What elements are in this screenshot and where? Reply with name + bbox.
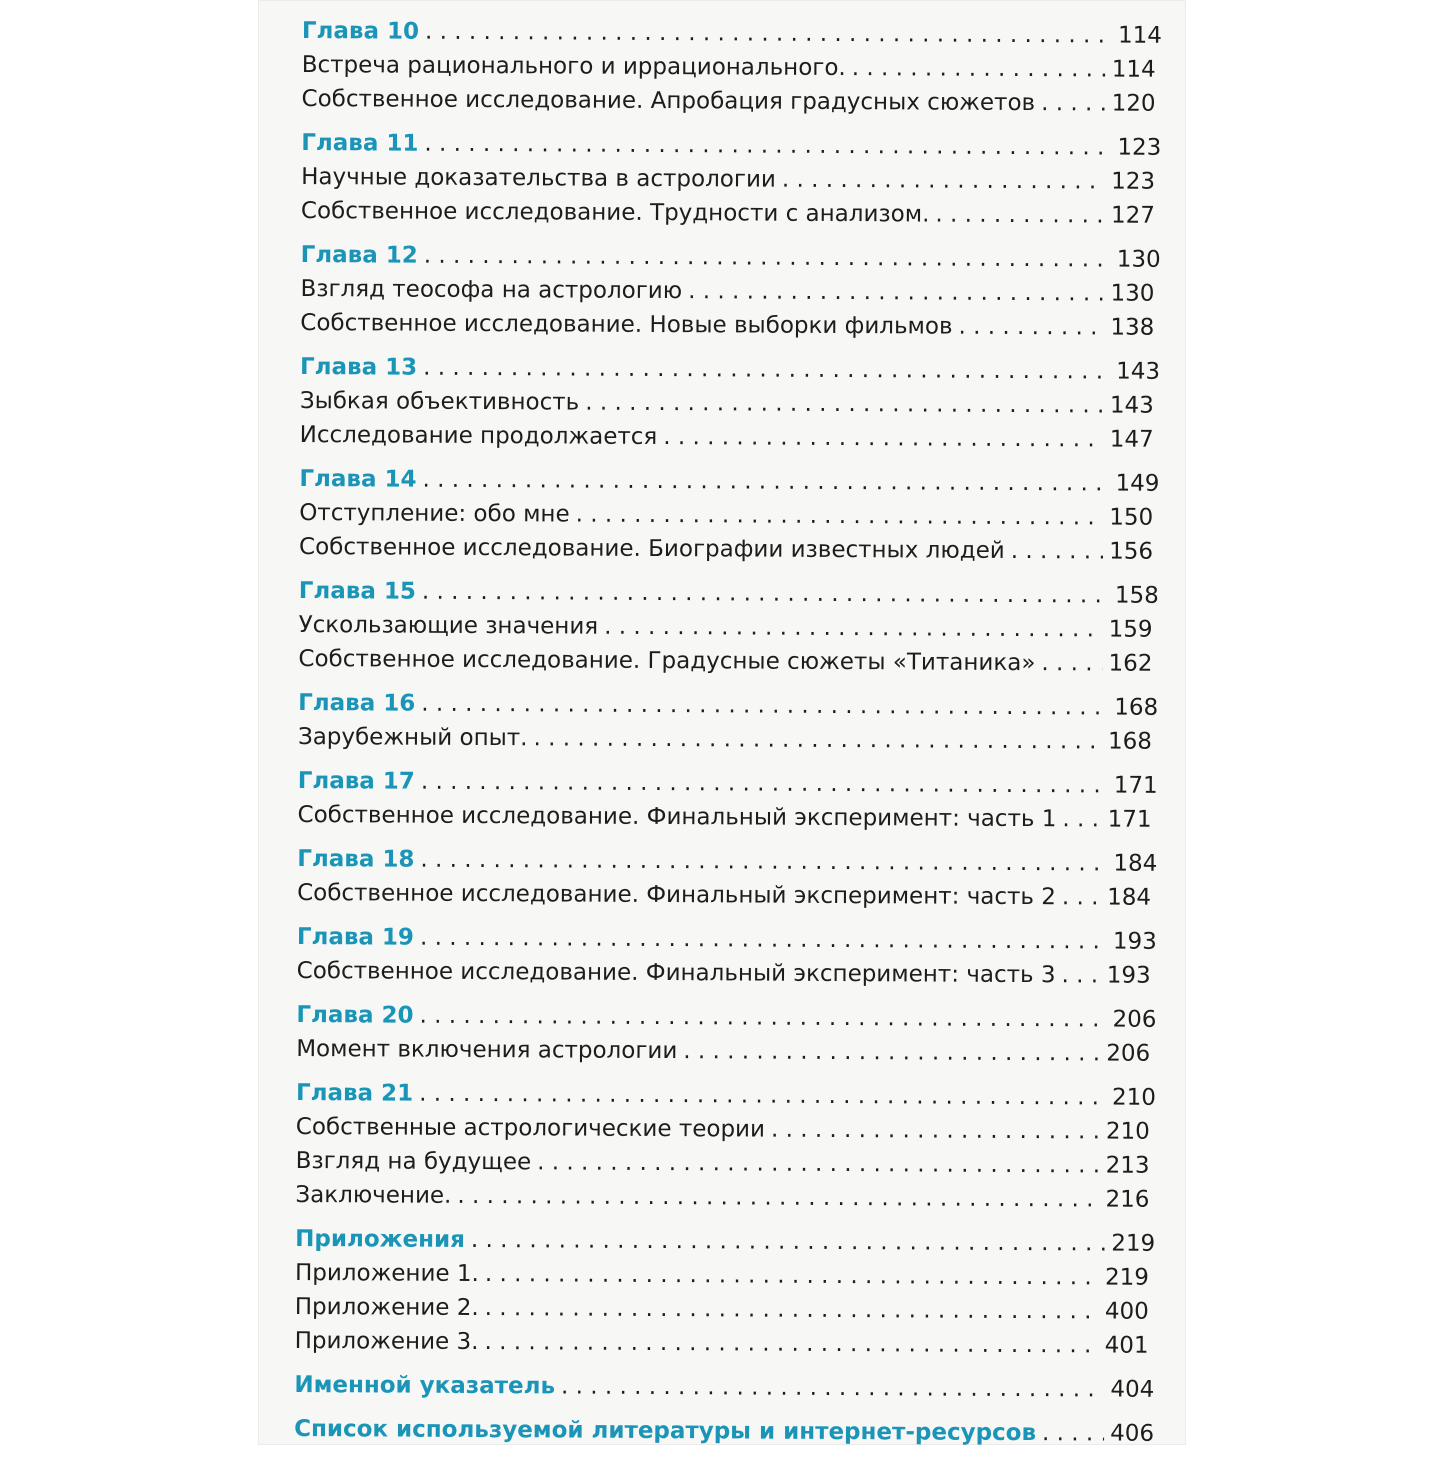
chapter-title: Приложения	[295, 1225, 466, 1253]
toc-chapter-heading	[301, 130, 1161, 162]
entry-title: Зыбкая объективность	[299, 387, 580, 416]
entry-page-number: 162	[1108, 650, 1153, 677]
dot-leader	[527, 725, 1102, 754]
toc-entry	[300, 310, 1160, 342]
entry-page-number: 120	[1111, 90, 1156, 117]
book-page	[258, 0, 1186, 1445]
chapter-title: Глава 18	[297, 845, 415, 873]
entry-page-number: 400	[1104, 1298, 1149, 1325]
dot-leader	[555, 1373, 1104, 1402]
entry-title: Собственное исследование. Новые выборки фильмов	[300, 309, 953, 340]
chapter-page-number: 210	[1112, 1084, 1157, 1111]
toc-entry	[296, 1036, 1156, 1068]
entry-title: Собственное исследование. Финальный эксперимент: часть 2	[297, 879, 1057, 911]
toc-entry	[300, 422, 1160, 454]
toc-entry	[302, 52, 1162, 84]
toc-entry	[297, 958, 1157, 990]
entry-title: Приложение 2.	[294, 1293, 479, 1322]
toc-chapter-heading	[296, 1002, 1156, 1034]
entry-title: Собственное исследование. Биографии известных людей	[298, 533, 1005, 564]
entry-title: Приложение 1.	[294, 1259, 479, 1288]
dot-leader	[1005, 538, 1103, 565]
dot-leader	[952, 314, 1104, 341]
entry-title: Исследование продолжается	[299, 421, 658, 450]
toc-entry	[295, 1182, 1155, 1214]
toc-chapter-heading	[300, 354, 1160, 386]
chapter-page-number: 168	[1114, 694, 1159, 721]
dot-leader	[479, 1261, 1099, 1290]
toc-entry	[298, 724, 1158, 756]
chapter-title: Глава 16	[298, 689, 416, 717]
entry-page-number: 123	[1111, 168, 1156, 195]
toc-chapter-heading	[297, 846, 1157, 878]
toc-entry	[301, 198, 1161, 230]
dot-leader	[414, 847, 1107, 877]
entry-title: Приложение 3.	[294, 1327, 479, 1356]
dot-leader	[416, 467, 1109, 497]
chapter-page-number: 193	[1112, 928, 1157, 955]
dot-leader	[418, 131, 1111, 161]
toc-entry	[299, 500, 1159, 532]
chapter-title: Глава 12	[300, 241, 418, 269]
entry-title: Встреча рационального и иррационального.	[301, 51, 846, 82]
toc-chapter-heading	[299, 466, 1159, 498]
dot-leader	[414, 925, 1107, 955]
entry-page-number: 138	[1110, 314, 1155, 341]
dot-leader	[419, 19, 1112, 49]
chapter-title: Глава 21	[295, 1079, 414, 1107]
chapter-title: Именной указатель	[294, 1371, 556, 1400]
chapter-title: Глава 11	[301, 129, 419, 157]
chapter-title: Глава 15	[298, 577, 416, 605]
dot-leader	[598, 614, 1103, 643]
chapter-page-number: 184	[1113, 850, 1158, 877]
toc-entry	[295, 1260, 1155, 1292]
toc-entry	[295, 1294, 1155, 1326]
toc-chapter-heading	[299, 578, 1159, 610]
entry-page-number: 114	[1111, 56, 1156, 83]
dot-leader	[451, 1183, 1099, 1213]
toc-entry	[300, 388, 1160, 420]
toc-entry	[299, 612, 1159, 644]
dot-leader	[657, 424, 1103, 452]
entry-page-number: 219	[1104, 1264, 1150, 1291]
chapter-page-number: 130	[1116, 246, 1161, 273]
chapter-title: Глава 19	[296, 923, 415, 951]
dot-leader	[570, 502, 1104, 531]
entry-page-number: 168	[1107, 728, 1153, 755]
entry-page-number: 159	[1108, 616, 1153, 643]
toc-entry	[296, 1148, 1156, 1180]
chapter-title: Глава 20	[296, 1001, 414, 1029]
dot-leader	[415, 769, 1108, 799]
entry-title: Научные доказательства в астрологии	[301, 163, 776, 193]
chapter-page-number: 123	[1117, 134, 1162, 161]
chapter-title: Глава 14	[299, 465, 417, 493]
table-of-contents	[294, 18, 1162, 1465]
entry-page-number: 210	[1105, 1118, 1150, 1145]
toc-entry	[297, 880, 1157, 912]
chapter-page-number: 206	[1112, 1006, 1157, 1033]
dot-leader	[1055, 962, 1100, 988]
chapter-title: Глава 13	[299, 353, 418, 381]
toc-entry	[300, 276, 1160, 308]
chapter-page-number: 114	[1117, 22, 1162, 49]
toc-entry	[298, 646, 1158, 678]
dot-leader	[929, 202, 1105, 229]
toc-chapter-heading	[295, 1226, 1155, 1258]
dot-leader	[1035, 90, 1106, 116]
dot-leader	[531, 1149, 1100, 1178]
toc-chapter-heading	[294, 1416, 1154, 1448]
section-spacer	[294, 1450, 1154, 1465]
toc-chapter-heading	[298, 690, 1158, 722]
entry-page-number: 213	[1105, 1152, 1150, 1179]
dot-leader	[416, 579, 1109, 609]
entry-title: Ускользающие значения	[298, 611, 599, 640]
entry-title: Момент включения астрологии	[296, 1035, 678, 1065]
entry-page-number: 156	[1109, 538, 1154, 565]
toc-chapter-heading	[301, 242, 1161, 274]
entry-page-number: 147	[1109, 426, 1154, 453]
entry-page-number: 127	[1110, 202, 1155, 229]
dot-leader	[677, 1038, 1100, 1066]
entry-page-number: 193	[1106, 962, 1151, 989]
toc-chapter-heading	[298, 768, 1158, 800]
chapter-title: Глава 10	[301, 18, 420, 45]
toc-entry	[297, 802, 1157, 834]
dot-leader	[846, 55, 1106, 82]
entry-page-number: 184	[1107, 884, 1152, 911]
entry-title: Взгляд теософа на астрологию	[300, 275, 683, 305]
chapter-page-number: 149	[1115, 470, 1160, 497]
entry-title: Собственное исследование. Градусные сюжеты «Титаника»	[298, 645, 1036, 677]
entry-page-number: 401	[1104, 1332, 1149, 1359]
dot-leader	[776, 167, 1105, 195]
entry-page-number: 206	[1106, 1040, 1151, 1067]
dot-leader	[1056, 884, 1101, 910]
entry-title: Собственные астрологические теории	[295, 1113, 766, 1143]
dot-leader	[1035, 650, 1102, 676]
toc-entry	[299, 534, 1159, 566]
entry-title: Зарубежный опыт.	[297, 723, 528, 752]
dot-leader	[465, 1227, 1105, 1257]
entry-title: Отступление: обо мне	[299, 499, 570, 528]
entry-title: Взгляд на будущее	[295, 1147, 532, 1176]
chapter-page-number: 158	[1114, 582, 1159, 609]
entry-page-number: 130	[1110, 280, 1155, 307]
toc-entry	[295, 1328, 1155, 1360]
entry-page-number: 216	[1105, 1186, 1150, 1213]
entry-page-number: 171	[1107, 806, 1152, 833]
dot-leader	[765, 1117, 1100, 1145]
dot-leader	[418, 243, 1111, 273]
entry-title: Собственное исследование. Финальный эксперимент: часть 3	[296, 957, 1056, 989]
toc-chapter-heading	[294, 1372, 1154, 1404]
dot-leader	[413, 1003, 1106, 1033]
dot-leader	[479, 1295, 1099, 1324]
dot-leader	[579, 390, 1104, 419]
entry-title: Собственное исследование. Финальный эксперимент: часть 1	[297, 801, 1057, 833]
dot-leader	[478, 1329, 1098, 1358]
toc-chapter-heading	[297, 924, 1157, 956]
dot-leader	[1056, 806, 1101, 832]
chapter-page-number: 171	[1113, 772, 1158, 799]
chapter-page-number: 143	[1116, 358, 1161, 385]
entry-title: Собственное исследование. Апробация градусных сюжетов	[301, 85, 1036, 117]
chapter-page-number: 219	[1111, 1230, 1156, 1257]
entry-title: Собственное исследование. Трудности с анализом.	[300, 197, 930, 228]
entry-page-number: 143	[1109, 392, 1154, 419]
entry-page-number: 150	[1109, 504, 1154, 531]
toc-entry	[301, 86, 1161, 118]
dot-leader	[1036, 1420, 1104, 1446]
chapter-title: Список используемой литературы и интернет-ресурсов	[294, 1415, 1037, 1447]
toc-entry	[296, 1114, 1156, 1146]
chapter-page-number: 404	[1110, 1376, 1155, 1403]
toc-chapter-heading	[296, 1080, 1156, 1112]
dot-leader	[415, 691, 1108, 721]
chapter-title: Глава 17	[297, 767, 415, 795]
dot-leader	[417, 355, 1110, 385]
toc-chapter-heading	[302, 18, 1162, 50]
entry-title: Заключение.	[295, 1181, 452, 1209]
dot-leader	[682, 278, 1104, 306]
toc-entry	[301, 164, 1161, 196]
chapter-page-number: 406	[1110, 1420, 1155, 1447]
dot-leader	[413, 1081, 1106, 1111]
